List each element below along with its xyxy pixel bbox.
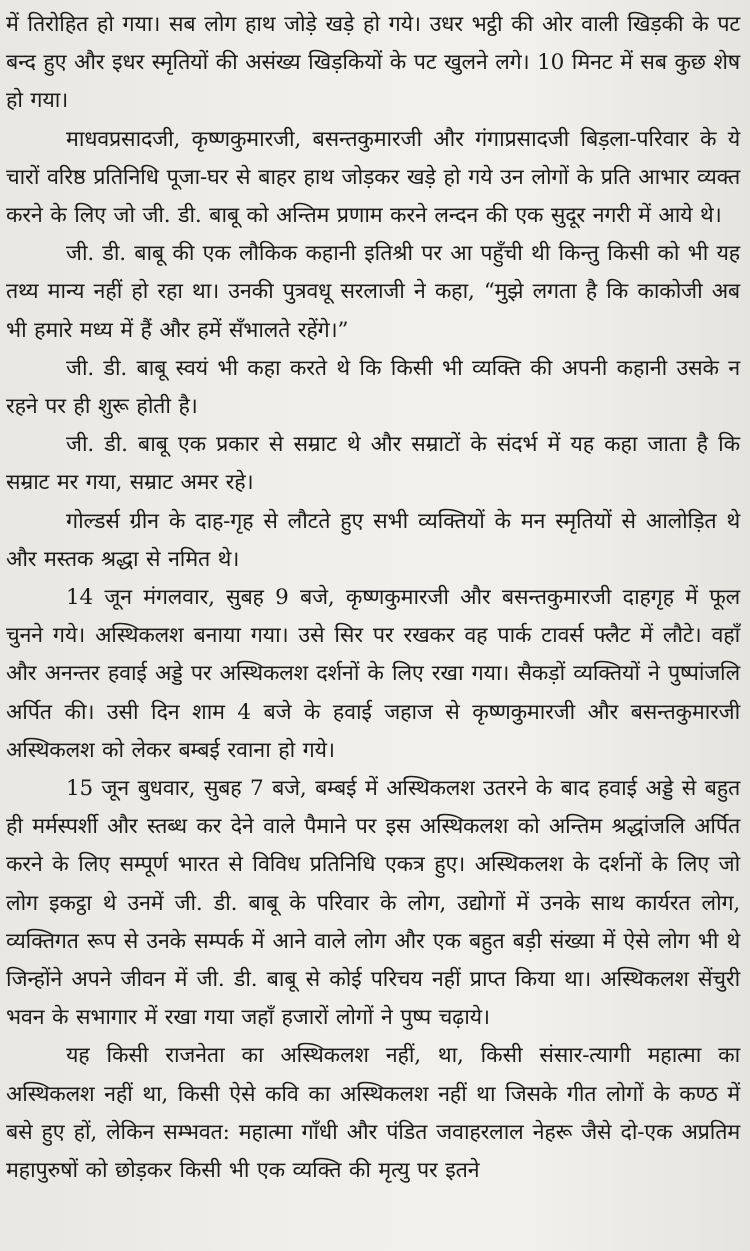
- paragraph-5: जी. डी. बाबू एक प्रकार से सम्राट थे और सम्राटों के संदर्भ में यह कहा जाता है कि सम्राट मर गया, सम्राट अमर रहे।: [6, 432, 740, 496]
- paragraph-9: यह किसी राजनेता का अस्थिकलश नहीं, था, किसी संसार-त्यागी महात्मा का अस्थिकलश नहीं था, किसी ऐसे कवि का अस्थिकलश नहीं था जिसके गीत लोगों के कण्ठ में बसे हुए हों, लेकिन सम्भवत: महात्मा गाँधी और पंडित जवाहरलाल नेहरू जैसे दो-एक अप्रतिम महापुरुषों को छोड़कर किसी भी एक व्यक्ति की मृत्यु पर इतने: [6, 1043, 740, 1184]
- paragraph-3: जी. डी. बाबू की एक लौकिक कहानी इतिश्री पर आ पहुँची थी किन्तु किसी को भी यह तथ्य मान्य नहीं हो रहा था। उनकी पुत्रवधू सरलाजी ने कहा, “मुझे लगता है कि काकोजी अब भी हमारे मध्य में हैं और हमें सँभालते रहेंगे।”: [6, 241, 740, 343]
- paragraph-2: माधवप्रसादजी, कृष्णकुमारजी, बसन्तकुमारजी और गंगाप्रसादजी बिड़ला-परिवार के ये चारों वरिष्ठ प्रतिनिधि पूजा-घर से बाहर हाथ जोड़कर खड़े हो गये उन लोगों के प्रति आभार व्यक्त करने के लिए जो जी. डी. बाबू को अन्तिम प्रणाम करने लन्दन की एक सुदूर नगरी में आये थे।: [6, 126, 740, 229]
- paragraph-7: 14 जून मंगलवार, सुबह 9 बजे, कृष्णकुमारजी और बसन्तकुमारजी दाहगृह में फूल चुनने गये। अस्थिकलश बनाया गया। उसे सिर पर रखकर वह पार्क टावर्स फ्लैट में लौटे। वहाँ और अनन्तर हवाई अड्डे पर अस्थिकलश दर्शनों के लिए रखा गया। सैकड़ों व्यक्तियों ने पुष्पांजलि अर्पित की। उसी दिन शाम 4 बजे के हवाई जहाज से कृष्णकुमारजी और बसन्तकुमारजी अस्थिकलश को लेकर बम्बई रवाना हो गये।: [6, 585, 740, 763]
- paragraph-4: जी. डी. बाबू स्वयं भी कहा करते थे कि किसी भी व्यक्ति की अपनी कहानी उसके न रहने पर ही शुरू होती है।: [6, 355, 740, 420]
- paragraph-6: गोल्डर्स ग्रीन के दाह-गृह से लौटते हुए सभी व्यक्तियों के मन स्मृतियों से आलोड़ित थे और मस्तक श्रद्धा से नमित थे।: [6, 508, 740, 572]
- paragraph-8: 15 जून बुधवार, सुबह 7 बजे, बम्बई में अस्थिकलश उतरने के बाद हवाई अड्डे से बहुत ही मर्मस्पर्शी और स्तब्ध कर देने वाले पैमाने पर इस अस्थिकलश को अन्तिम श्रद्धांजलि अर्पित करने के लिए सम्पूर्ण भारत से विविध प्रतिनिधि एकत्र हुए। अस्थिकलश के दर्शनों के लिए जो लोग इकट्ठा थे उनमें जी. डी. बाबू के परिवार के लोग, उद्योगों में उनके साथ कार्यरत लोग, व्यक्तिगत रूप से उनके सम्पर्क में आने वाले लोग और एक बहुत बड़ी संख्या में ऐसे लोग भी थे जिन्होंने अपने जीवन में जी. डी. बाबू से कोई परिचय नहीं प्राप्त किया था। अस्थिकलश सेंचुरी भवन के सभागार में रखा गया जहाँ हजारों लोगों ने पुष्प चढ़ाये।: [6, 776, 740, 1031]
- paragraph-1: में तिरोहित हो गया। सब लोग हाथ जोड़े खड़े हो गये। उधर भट्ठी की ओर वाली खिड़की के पट बन्द हुए और इधर स्मृतियों की असंख्य खिड़कियों के पट खुलने लगे। 10 मिनट में सब कुछ शेष हो गया।: [6, 12, 740, 114]
